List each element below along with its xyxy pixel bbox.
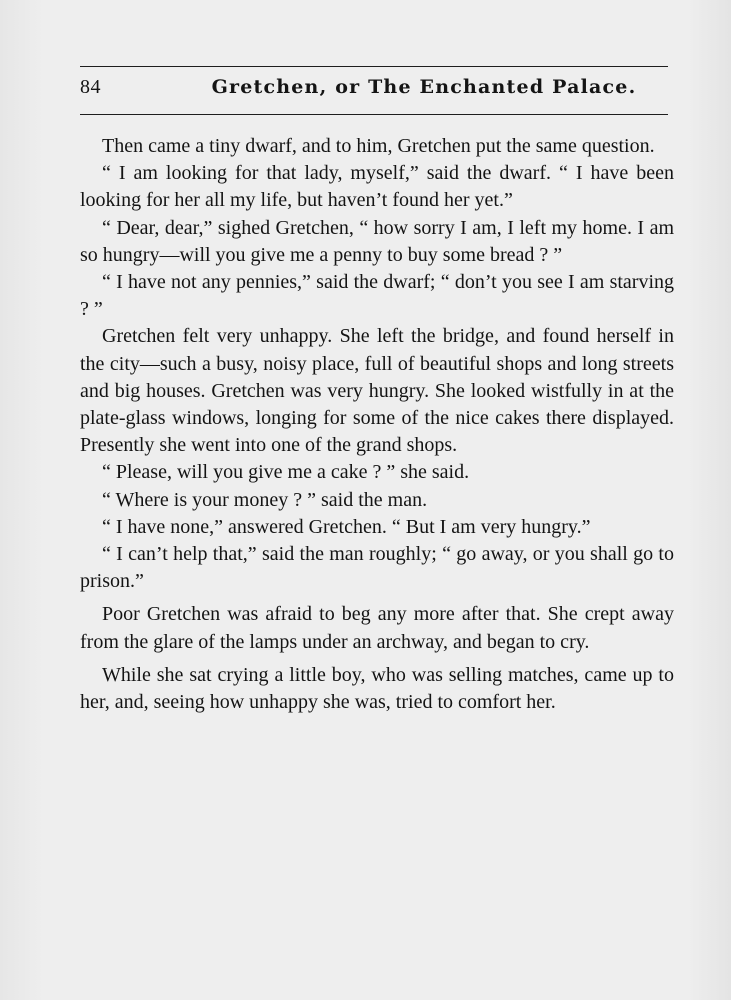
paragraph: While she sat crying a little boy, who was selling matches, came up to her, and, seeing how unhappy she was, tried to comfort her.	[80, 663, 674, 714]
paragraph: Then came a tiny dwarf, and to him, Gretchen put the same question.	[102, 135, 655, 157]
paragraph: “ I can’t help that,” said the man roughly; “ go away, or you shall go to prison.”	[80, 543, 674, 593]
paragraph: “ Please, will you give me a cake ? ” she said.	[102, 461, 470, 484]
paragraph: Poor Gretchen was afraid to beg any more after that. She crept away from the glare of the lamps under an archway, and began to cry.	[80, 603, 674, 653]
paragraph: “ Where is your money ? ” said the man.	[102, 488, 428, 511]
header-bottom-rule	[80, 114, 668, 115]
paragraph: “ I am looking for that lady, myself,” said the dwarf. “ I have been looking for her all my life, but haven’t found her yet.”	[80, 162, 674, 212]
paragraph: “ Dear, dear,” sighed Gretchen, “ how sorry I am, I left my home. I am so hungry—will you give me a penny to buy some bread ? ”	[80, 216, 674, 266]
header-top-rule	[80, 66, 668, 67]
paragraph: “ I have not any pennies,” said the dwarf; “ don’t you see I am starving ? ”	[80, 271, 674, 321]
paragraph: “ I have none,” answered Gretchen. “ But I am very hungry.”	[102, 515, 591, 538]
body-text	[80, 133, 674, 716]
running-header	[80, 74, 668, 106]
paragraph: Gretchen felt very unhappy. She left the bridge, and found herself in the city—such a busy, noisy place, full of beautiful shops and long streets and big houses. Gretchen was very hungry. She looked wistfully in at the plate-glass windows, longing for some of the nice cakes there displayed. Presently she went into one of the grand shops.	[80, 325, 674, 457]
running-title: Gretchen, or The Enchanted Palace.	[211, 76, 637, 98]
page-number: 84	[80, 76, 101, 98]
